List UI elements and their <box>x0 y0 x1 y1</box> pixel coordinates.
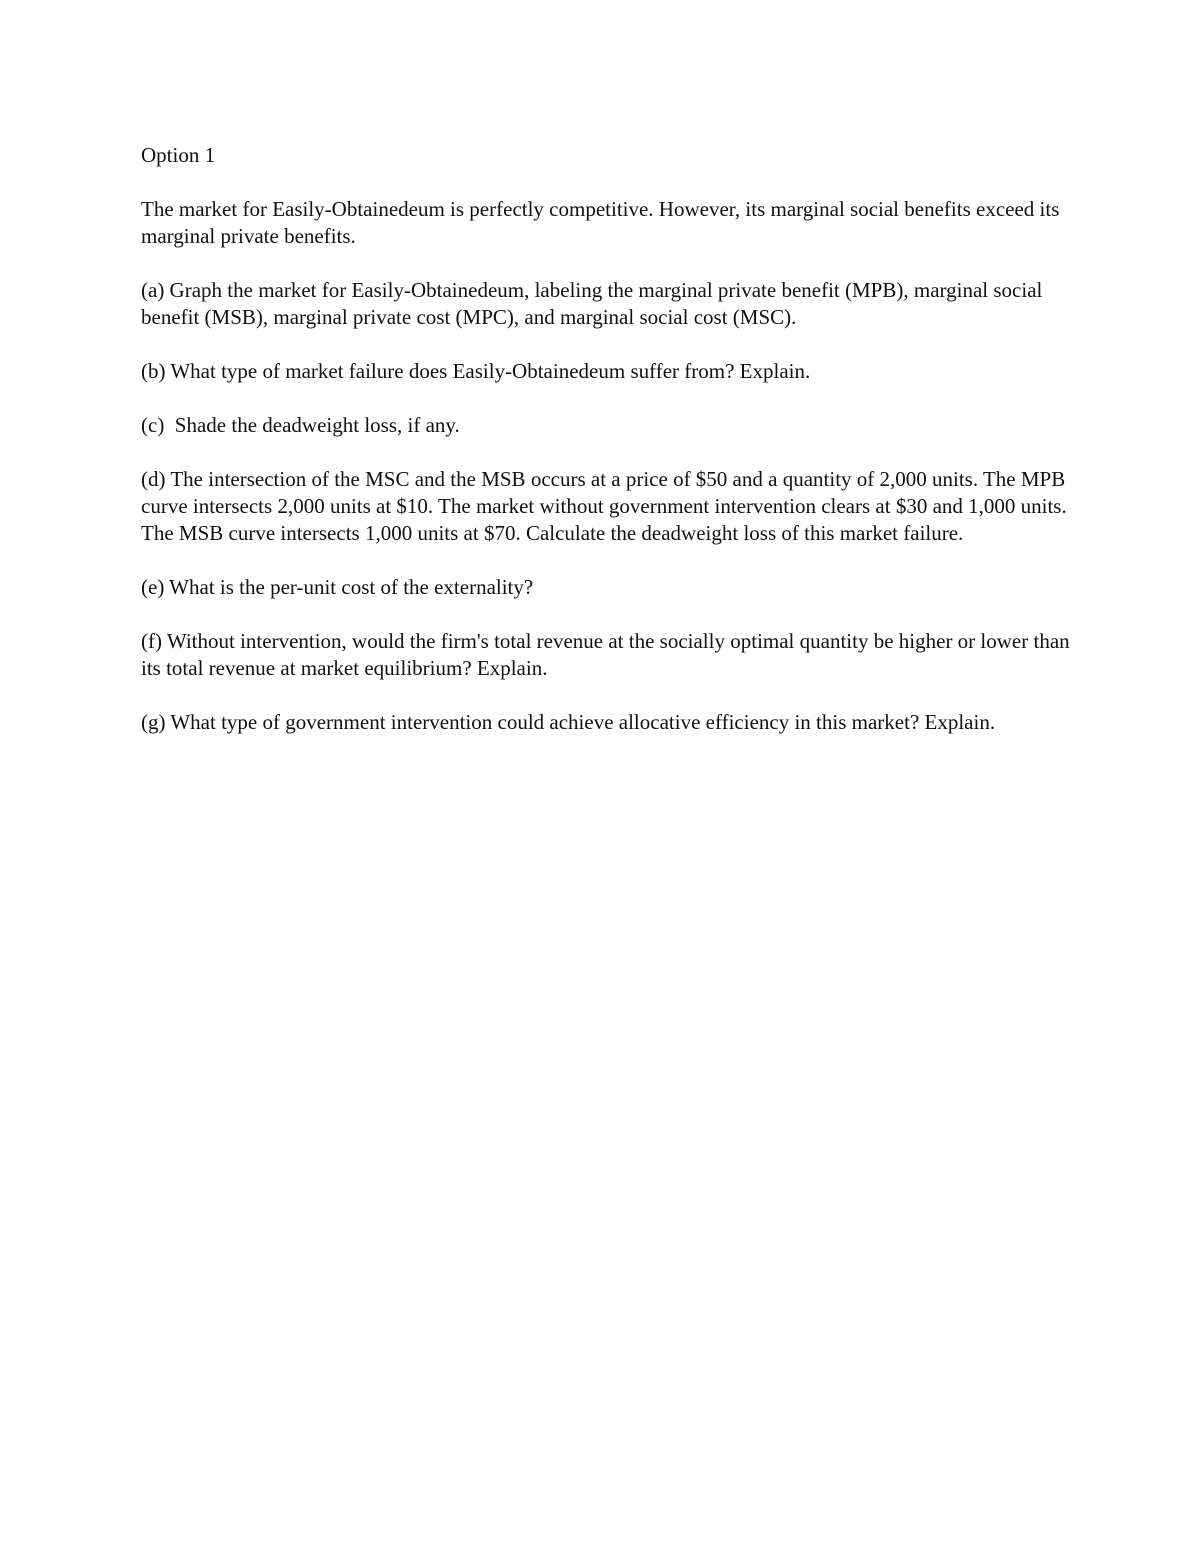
question-g: (g) What type of government intervention could achieve allocative efficiency in this market? Explain. <box>141 710 996 734</box>
question-c: (c) Shade the deadweight loss, if any. <box>141 413 460 437</box>
question-a: (a) Graph the market for Easily-Obtainedeum, labeling the marginal private benefit (MPB), marginal social benefit (MSB), marginal private cost (MPC), and marginal social cost (MSC). <box>141 278 1043 329</box>
document-title: Option 1 <box>141 143 216 167</box>
document-body <box>141 142 1071 763</box>
intro-paragraph: The market for Easily-Obtainedeum is perfectly competitive. However, its marginal social benefits exceed its marginal private benefits. <box>141 197 1060 248</box>
question-b: (b) What type of market failure does Easily-Obtainedeum suffer from? Explain. <box>141 359 811 383</box>
question-f: (f) Without intervention, would the firm's total revenue at the socially optimal quantity be higher or lower than its total revenue at market equilibrium? Explain. <box>141 629 1070 680</box>
question-e: (e) What is the per-unit cost of the externality? <box>141 575 534 599</box>
question-d: (d) The intersection of the MSC and the MSB occurs at a price of $50 and a quantity of 2,000 units. The MPB curve intersects 2,000 units at $10. The market without government intervention clears at $30 and 1,000 units. The MSB curve intersects 1,000 units at $70. Calculate the deadweight loss of this market failure. <box>141 467 1067 545</box>
